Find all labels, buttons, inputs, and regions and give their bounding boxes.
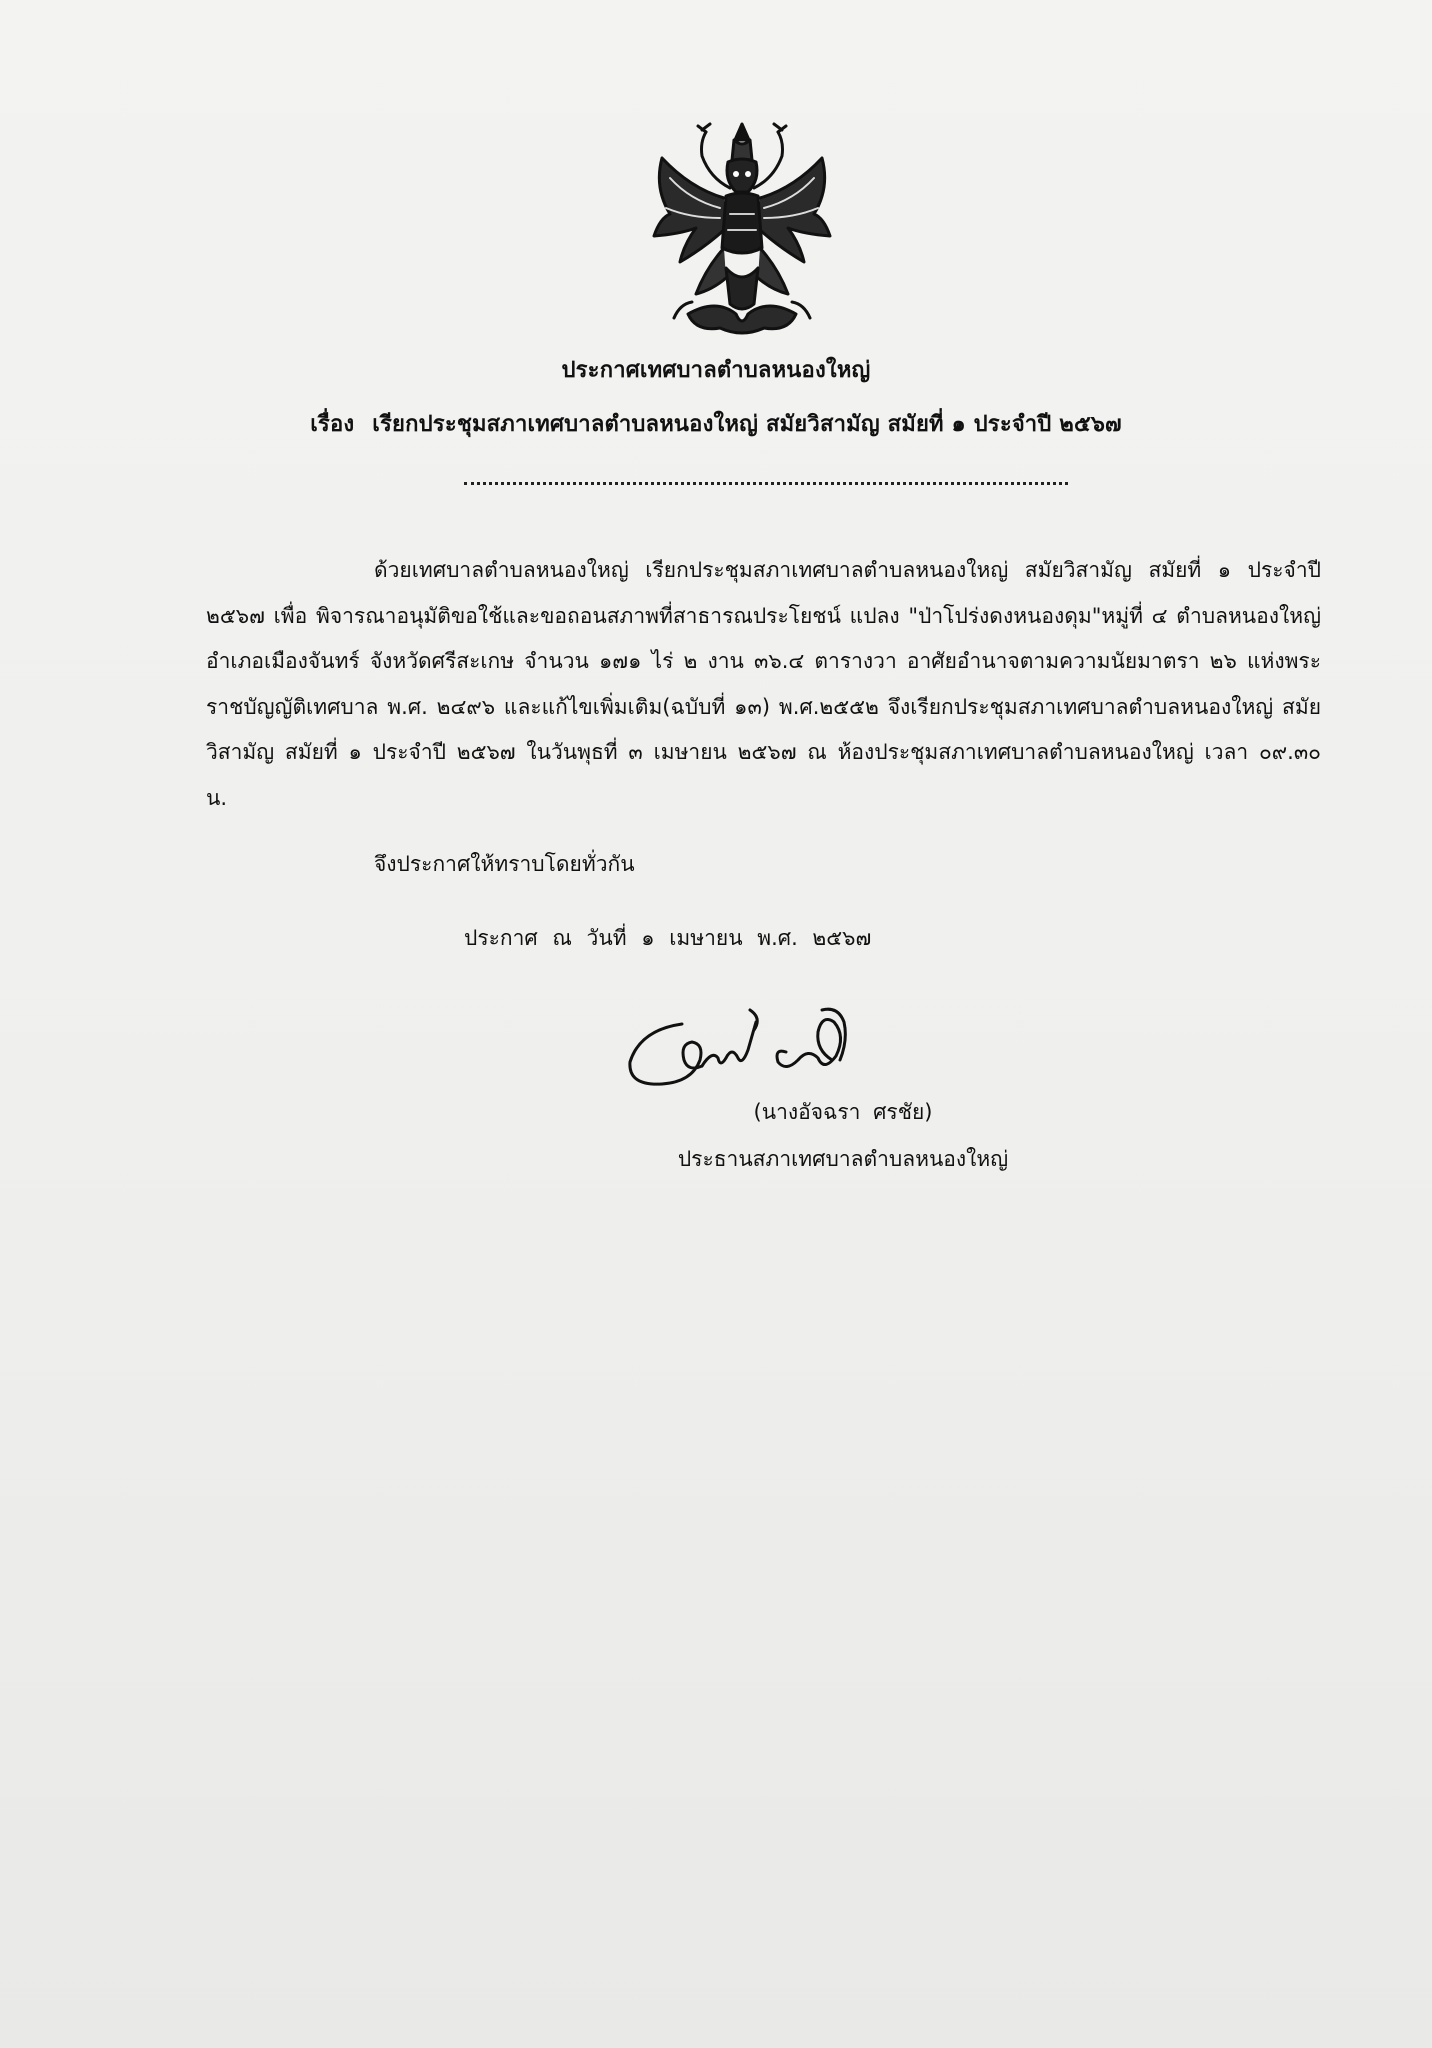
signer-name: (นางอัจฉรา ศรชัย)	[753, 1100, 933, 1124]
handwritten-signature	[622, 1000, 872, 1095]
signer-position: ประธานสภาเทศบาลตำบลหนองใหญ่	[677, 1147, 1009, 1171]
body-paragraph: ด้วยเทศบาลตำบลหนองใหญ่ เรียกประชุมสภาเทศบาลตำบลหนองใหญ่ สมัยวิสามัญ สมัยที่ ๑ ประจำปี ๒๕๖๗ เพื่อ พิจารณาอนุมัติขอใช้และขอถอนสภาพที่สาธารณประโยชน์ แปลง "ป่าโปร่งดงหนองดุม"หมู่ที่ ๔ ตำบลหนองใหญ่ อำเภอเมืองจันทร์ จังหวัดศรีสะเกษ จำนวน ๑๗๑ ไร่ ๒ งาน ๓๖.๔ ตารางวา อาศัยอำนาจตามความนัยมาตรา ๒๖ แห่งพระราชบัญญัติเทศบาล พ.ศ. ๒๔๙๖ และแก้ไขเพิ่มเติม(ฉบับที่ ๑๓) พ.ศ.๒๕๕๒ จึงเรียกประชุมสภาเทศบาลตำบลหนองใหญ่ สมัยวิสามัญ สมัยที่ ๑ ประจำปี ๒๕๖๗ ในวันพุธที่ ๓ เมษายน ๒๕๖๗ ณ ห้องประชุมสภาเทศบาลตำบลหนองใหญ่ เวลา ๐๙.๓๐ น.	[206, 558, 1321, 810]
subject-text: เรียกประชุมสภาเทศบาลตำบลหนองใหญ่ สมัยวิสามัญ สมัยที่ ๑ ประจำปี ๒๕๖๗	[372, 412, 1122, 437]
dotted-divider	[464, 482, 1068, 485]
subject-label: เรื่อง	[310, 412, 355, 437]
document-subject	[0, 406, 1432, 441]
garuda-emblem	[640, 118, 845, 336]
announcement-line: จึงประกาศให้ทราบโดยทั่วกัน	[374, 852, 635, 876]
document-title: ประกาศเทศบาลตำบลหนองใหญ่	[561, 358, 871, 383]
announcement-date: ประกาศ ณ วันที่ ๑ เมษายน พ.ศ. ๒๕๖๗	[464, 926, 872, 950]
